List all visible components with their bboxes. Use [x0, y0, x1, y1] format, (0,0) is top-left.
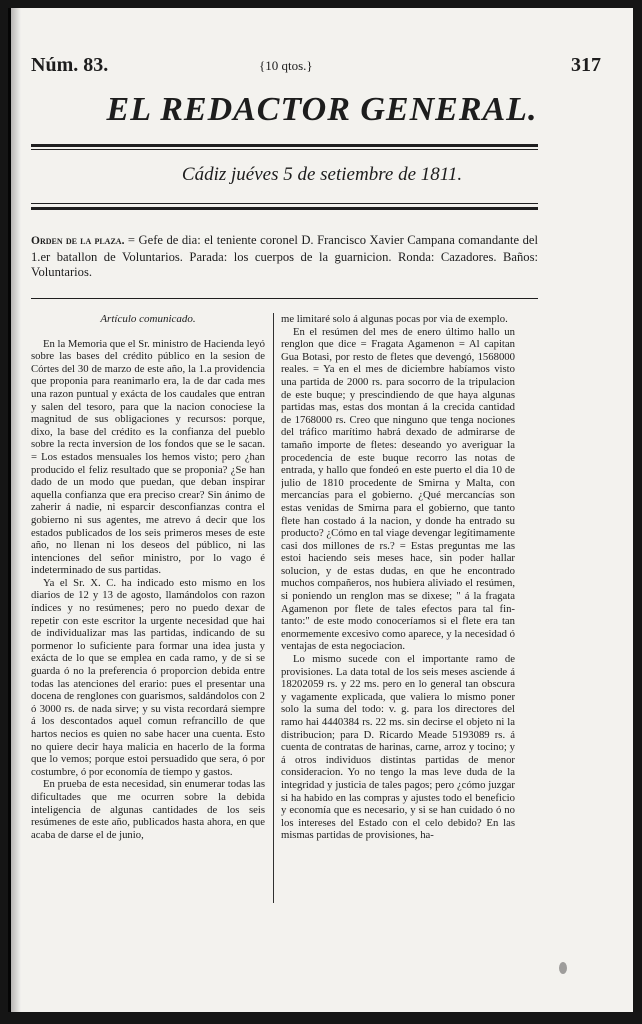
left-column — [31, 313, 265, 913]
section-divider — [31, 298, 538, 299]
article-paragraph: En la Memoria que el Sr. ministro de Hacienda leyó sobre las bases del crédito público en la sesion de Córtes del 30 de marzo de este año, la 1.a providencia que proponia para reanimarlo era, la de dar cada mes una razon puntual y exácta de los caudales que entran y salen del tesoro, para que la nacion conociese la magnitud de sus obligaciones y recursos: porque, dixo, la base del crédito es la confianza del pueblo sobre la recta inversion de los fondos que se le sacan. = Los estados mensuales los hemos visto; pero ¿han producido el feliz resultado que se proponia? ¿Se han dado de un modo que puedan, que deban inspirar aquella confianza que era preciso crear? Sin ánimo de zaherir á nadie, ni esparcir desconfianzas contra el gobierno ni sus agentes, me atrevo á decir que los estados publicados de los seis primeros meses de este año, no llenan ni los deseos del público, ni las intenciones del señor ministro, por lo vago é indeterminado de sus partidas. — [31, 337, 265, 577]
article-paragraph: En prueba de esta necesidad, sin enumerar todas las dificultades que me ocurren sobre la debida inteligencia de algunas cantidades de los seis resúmenes de este año, publicados hasta ahora, en que acaba de darse el de junio, — [31, 778, 265, 841]
orden-heading: Orden de la plaza. — [31, 235, 125, 247]
right-column — [281, 313, 515, 913]
masthead-rule-top-thin — [31, 149, 538, 150]
orden-de-la-plaza — [31, 233, 538, 281]
masthead-title: EL REDACTOR GENERAL. — [106, 91, 538, 128]
article-paragraph: Ya el Sr. X. C. ha indicado esto mismo en los diarios de 12 y 13 de agosto, llamándolos con razon índices y no resúmenes; pero no puedo dexar de repetir con este escritor la urgente necesidad que hai de individualizar mas las partidas, indicando de su pormenor lo suficiente para formar una idea justa y exácta de lo que se emplea en cada ramo, y de si se guarda ó no la preferencia ó proporcion debida entre todas las atenciones del erario: pues el presentar una docena de renglones con guarismos, saldándolos con 2 ó 3000 rs. de nada sirve; y su vista recordará siempre á los descontados aquel comun refrancillo de que hartos necios es quien no sabe hacer una cuenta. Esto no quiere decir haya malicia en hacerlo de la forma que lo vemos; porque estoi persuadido que sera, ó por costumbre, ó por economía de tiempo y gastos. — [31, 576, 265, 778]
article-title: Artículo comunicado. — [100, 313, 196, 325]
binding-shadow — [11, 8, 21, 1012]
newspaper-page — [8, 8, 633, 1012]
column-divider — [273, 313, 274, 903]
price-label: {10 qtos.} — [259, 58, 313, 73]
issue-number: Núm. 83. — [31, 54, 109, 76]
dateline-rule-thin — [31, 203, 538, 204]
article-paragraph: me limitaré solo á algunas pocas por via de exemplo. — [281, 313, 508, 325]
dateline: Cádiz juéves 5 de setiembre de 1811. — [181, 164, 463, 185]
dateline-rule-thick — [31, 207, 538, 210]
orden-body: = Gefe de dia: el teniente coronel D. Francisco Xavier Campana comandante del 1.er batallon de Voluntarios. Parada: los cuerpos de la guarnicion. Ronda: Cazadores. Baños: Voluntarios. — [31, 233, 538, 279]
ink-smudge — [559, 962, 567, 974]
page-number: 317 — [571, 54, 601, 76]
article-paragraph: En el resúmen del mes de enero último hallo un renglon que dice = Fragata Agamenon = Al capitan Gua Botasi, por resto de fletes que devengó, 1568000 reales. = Ya en el mes de diciembre habíamos visto una partida de 2000 rs. para socorro de la tripulacion de este buque; y prescindiendo de que haya algunas partidas mas, estas dos montan á la crecida cantidad de 1768000 rs. Creo que ninguno que tenga nociones del tráfico marítimo habrá dexado de admirarse de tamaño importe de fletes: deseando yo averiguar la procedencia de este buque recorro las notas de entrada, y hallo que fondeó en este puerto el dia 10 de julio de 1810 procedente de Smirna y Malta, con mercancías para el gobierno. ¿Qué mercancías son estas venidas de Smirna para el gobierno, que tanto flete han costado á la nacion, y donde ha entrado su producto? ¿Cómo en tal viage devengar legítimamente casi dos millones de rs.? = Estas preguntas me las estoi haciendo seis meses hace, sin poder hallar solucion, y de estas dudas, en que he encontrado muchos compañeros, nos hubiera aliviado el resúmen, si poniendo un renglon mas se dixese; " á la fragata Agamenon por flete de tales efectos para tal fin-tanto:" de este modo conoceríamos si el flete era tan enormemente excesivo como aparece, y la necesidad ó ventajas de esta negociacion. — [281, 325, 515, 653]
masthead-rule-top — [31, 144, 538, 147]
header-row — [31, 54, 613, 80]
article-paragraph: Lo mismo sucede con el importante ramo de provisiones. La data total de los seis meses asciende á 18202059 rs. y 22 ms. pero en lo general tan obscura y vagamente explicada, que valiera lo mismo poner solo la suma del todo: v. g. para los directores del ramo hai 4440384 rs. 22 ms. sin decirse el objeto ni la distribucion; para D. Ricardo Meade 5193089 rs. á cuenta de contratas de harinas, carne, arroz y tocino; y á otros individuos distintas partidas de menor consideracion. Yo no tengo la mas leve duda de la integridad y justicia de tales pagos; pero ¿cómo juzgar si ha habido en las compras y ajustes todo el beneficio y economía que es necesario, y si se han cuidado ó no los intereses del Estado con el celo debido? En las mismas partidas de provisiones, ha- — [281, 653, 515, 842]
